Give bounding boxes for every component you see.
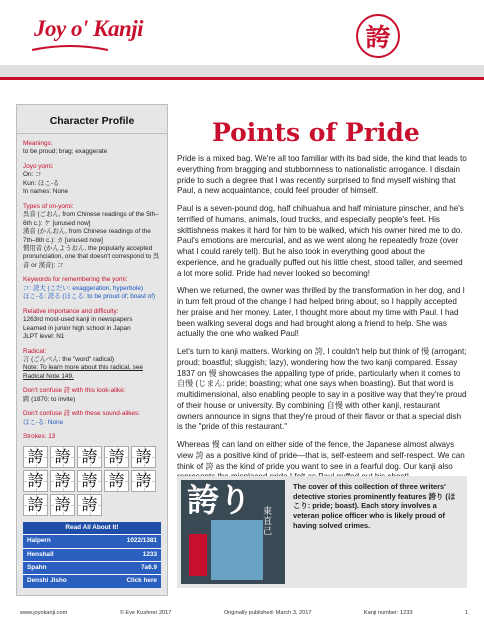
footer-site-link[interactable]: www.joyokanji.com	[20, 610, 68, 616]
radical-text: 言 (ごんべん: the "word" radical)	[23, 355, 115, 363]
ref-row-denshi-jisho[interactable]: Denshi Jisho Click here	[23, 574, 161, 587]
essay-body	[177, 154, 467, 490]
radical-label: Radical:	[23, 347, 47, 355]
book-cover-image	[181, 480, 285, 584]
header-bar	[0, 65, 484, 77]
caption-text: The cover of this collection of three writers' detective stories prominently features 誇り (ほこり: pride; boast). Each story involves a veteran police officer who is likely proud of having solved crimes.	[293, 482, 456, 530]
soundalike-text: ほこ-る: None	[23, 418, 64, 426]
importance-label: Relative importance and difficulty:	[23, 307, 119, 315]
essay-title: Points of Pride	[212, 118, 420, 147]
paragraph: When we returned, the owner was thrilled by the transformation in her dog, and I in turn felt proud of the change I had helped bring about, so I happily accepted her praise and her money. Later, I thought more about my time with Paul. I had been walking several dogs and had brought along a friend to help. She was actually the one who walked Paul!	[177, 286, 465, 339]
paragraph: Pride is a mixed bag. We're all too familiar with its bad side, the kind that leads to everything from bragging and stubbornness to nationalistic arrogance. I disdain pride to such a degree that I was recently surprised to find myself wishing that Paul, a new acquaintance, could feel prouder of himself.	[177, 154, 467, 196]
type-go-on: 呉音 (ごおん, from Chinese readings of the 5th–6th c.): ケ [unused now]	[23, 211, 159, 227]
page-footer	[20, 610, 468, 616]
stroke-box: 誇	[50, 470, 75, 492]
stroke-box: 誇	[50, 446, 75, 468]
soundalike-label: Don't confuse 誇 with these sound-alikes:	[23, 410, 141, 418]
keywords-label: Keywords for remembering the yomi:	[23, 276, 128, 284]
stroke-box: 誇	[77, 494, 102, 516]
stroke-box: 誇	[131, 470, 156, 492]
stroke-box: 誇	[23, 494, 48, 516]
ref-row: Spahn 7a6.9	[23, 561, 161, 574]
strokes-label: Strokes: 13	[23, 433, 56, 441]
cover-photo-strip	[211, 520, 263, 580]
on-yomi: On: コ	[23, 171, 42, 179]
lookalike-label: Don't confuse 誇 with this look-alike:	[23, 387, 126, 395]
logo-swoosh-icon	[30, 44, 110, 54]
importance-rank: 1263rd most-used kanji in newspapers	[23, 316, 133, 324]
cover-red-band	[189, 534, 207, 576]
stroke-box: 誇	[104, 470, 129, 492]
kun-yomi: Kun: ほこ-る	[23, 179, 60, 187]
footer-copyright: © Eve Kushner 2017	[119, 610, 172, 616]
cover-title: 誇り	[187, 481, 252, 519]
ref-row: Halpern 1022/1381	[23, 534, 161, 547]
importance-jlpt: JLPT level: N1	[23, 333, 65, 341]
keyword-on[interactable]: コ: 誇大 (こだい: exaggeration, hyperbole)	[23, 284, 144, 292]
stroke-box: 誇	[23, 446, 48, 468]
footer-published: Originally published: March 3, 2017	[223, 610, 312, 616]
references-heading: Read All About It!	[23, 522, 161, 534]
ref-row: Henshall 1233	[23, 548, 161, 561]
stroke-box: 誇	[77, 470, 102, 492]
lookalike-text: 跨 (1870: to invite)	[23, 395, 76, 403]
type-kanyo-on: 慣用音 (かんようおん, the popularly accepted pronunciation, one that doesn't correspond to 呉音 or 漢音): コ	[23, 244, 160, 269]
profile-heading: Character Profile	[17, 105, 167, 134]
stroke-box: 誇	[104, 446, 129, 468]
type-kan-on: 漢音 (かんおん, from Chinese readings of the 7th–8th c.): カ [unused now]	[23, 228, 151, 244]
keyword-kun[interactable]: ほこ-る: 誇る (ほこる: to be proud of; boast of)	[23, 293, 156, 301]
names-yomi: In names: None	[23, 188, 69, 196]
paragraph: Let's turn to kanji matters. Working on 誇, I couldn't help but think of 慢 (arrogant; proud; boastful; sluggish; lazy), wondering how the two kanji compared. Essay 1837 on 慢 showcases the appalling type of pride, particularly when it comes to 自慢 (じまん: pride; boasting; what one says when boasting). But that word is multidimensional, also enabling people to say in a positive way that they're proud of their house or university. By combining 自慢 with other kanji, restaurant owners announce in signs that they're proud of their flavor or that a special dish is the "pride of this restaurant."	[177, 347, 467, 432]
book-caption-box	[177, 476, 467, 588]
stroke-order-grid	[23, 446, 161, 516]
kanji-badge: 誇	[356, 14, 400, 58]
meanings-text: to be proud; brag; exaggerate	[23, 148, 108, 156]
stroke-box: 誇	[131, 446, 156, 468]
stroke-box: 誇	[50, 494, 75, 516]
logo-text: Joy o' Kanji	[34, 16, 144, 41]
types-label: Types of on-yomi:	[23, 202, 74, 210]
meanings-label: Meanings:	[23, 140, 53, 147]
references-table	[23, 522, 161, 588]
paragraph: Whereas 慢 can land on either side of the fence, the Japanese almost always view 誇 as a positive kind of pride—that is, self-esteem and self-respect. We can think of 誇 as the kind of pride you want to see in a fearful dog. Our kanji also	[177, 440, 465, 471]
cover-author: 東直己	[263, 507, 273, 537]
paragraph: Paul is a seven-pound dog, half chihuahua and half miniature pinscher, and he's terrified of humans, animals, loud trucks, and especially people's feet. His skittishness makes it hard for him to be walked, which his owner hired me to do. Paul's emotions are mercurial, and as we went along he repeatedly froze (over what I could rarely tell). But he also took in everything good about the experience, and he gradually puffed out his little chest, stood taller, and seemed a lot more solid. Pride had never looked so becoming!	[177, 204, 464, 278]
character-profile-panel	[16, 104, 168, 596]
radical-note-link[interactable]: Note: To learn more about this radical, see Radical Note 149.	[23, 364, 143, 380]
footer-page-number: 1	[464, 610, 468, 616]
yomi-label: Joyo yomi:	[23, 162, 54, 170]
header-rule	[0, 77, 484, 80]
footer-kanji-number: Kanji number: 1233	[363, 610, 413, 616]
importance-school: Learned in junior high school in Japan	[23, 324, 131, 332]
stroke-box: 誇	[77, 446, 102, 468]
stroke-box: 誇	[23, 470, 48, 492]
